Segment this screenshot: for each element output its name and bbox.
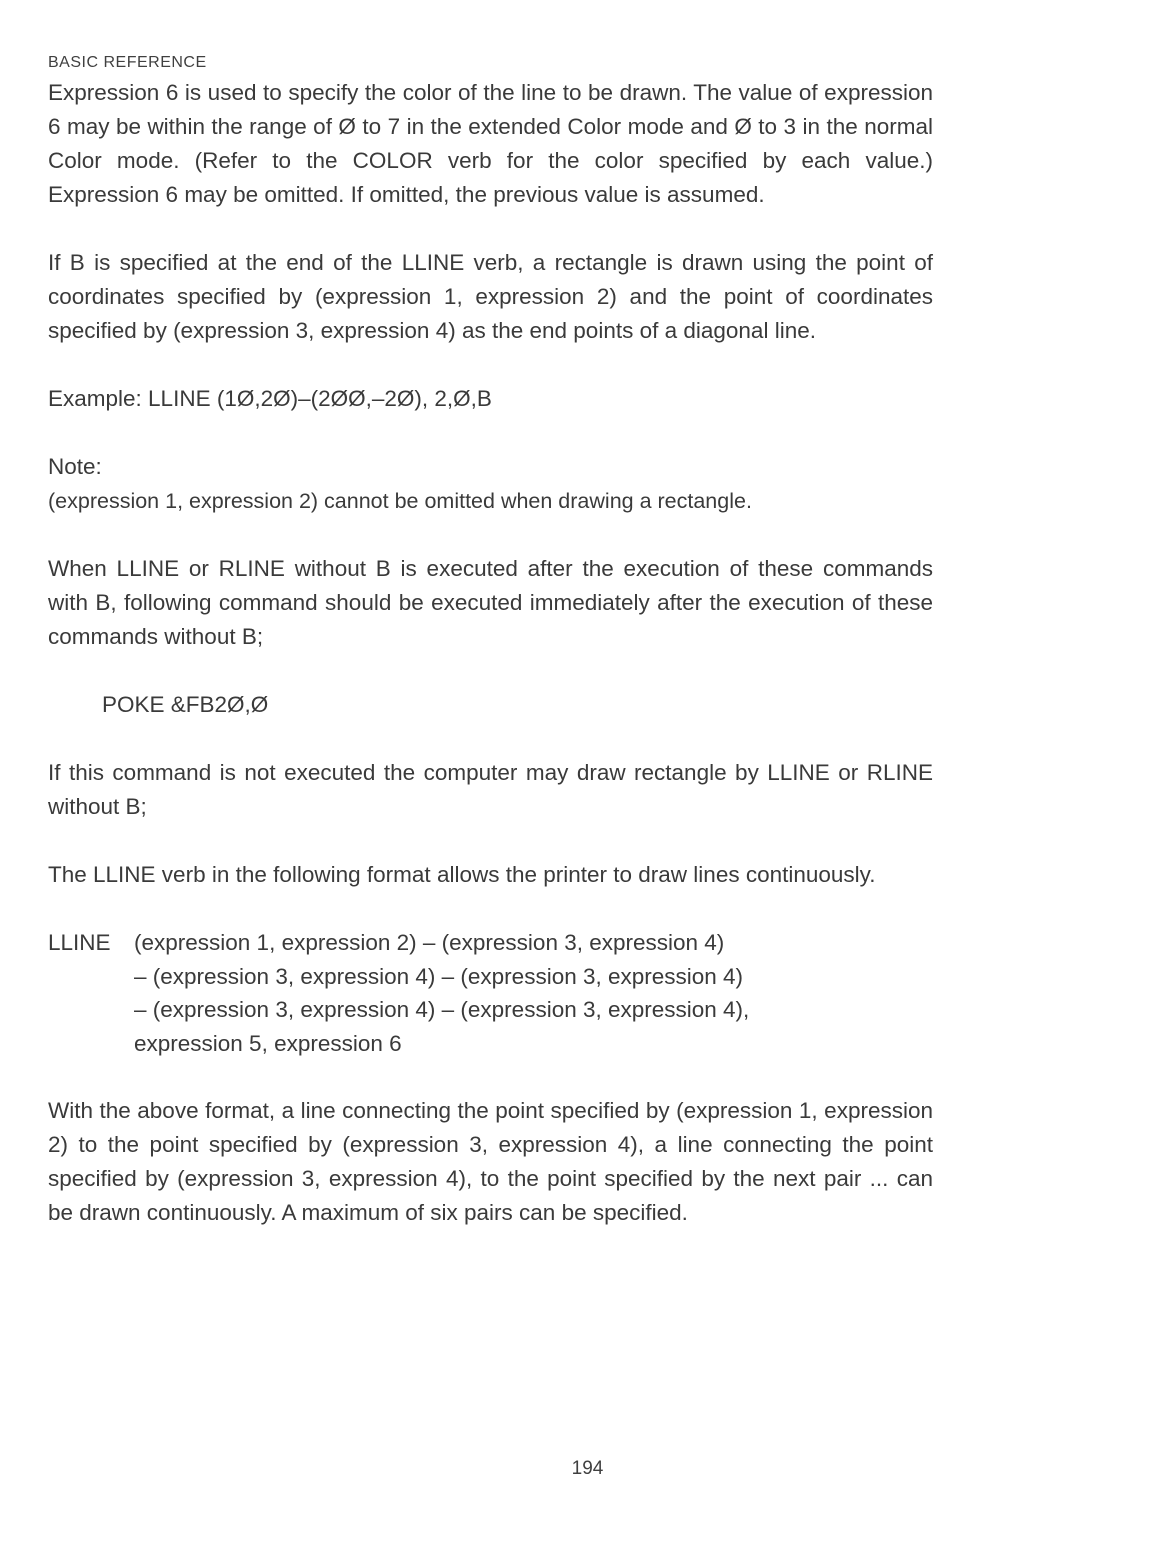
document-page bbox=[48, 54, 933, 1494]
syntax-block bbox=[48, 926, 933, 1060]
page-number: 194 bbox=[571, 1458, 604, 1479]
syntax-line-3: – (expression 3, expression 4) – (expression 3, expression 4), bbox=[134, 997, 750, 1022]
note-label: Note: bbox=[48, 454, 102, 479]
example-line: Example: LLINE (1Ø,2Ø)–(2ØØ,–2Ø), 2,Ø,B bbox=[48, 386, 492, 411]
paragraph-b-rectangle: If B is specified at the end of the LLINE verb, a rectangle is drawn using the point of coordinates specified by (expression 1, expression 2) and the point of coordinates specified by (expression 3, expression 4) as the end points of a diagonal line. bbox=[48, 250, 933, 343]
paragraph-lline-rline: When LLINE or RLINE without B is executed after the execution of these commands with B, following command should be executed immediately after the execution of these commands without B; bbox=[48, 556, 933, 649]
paragraph-above-format: With the above format, a line connecting the point specified by (expression 1, expression 2) to the point specified by (expression 3, expression 4), a line connecting the point specified by (expression 3, expression 4), to the point specified by the next pair ... can be drawn continuously. A maximum of six pairs can be specified. bbox=[48, 1098, 933, 1225]
running-header: BASIC REFERENCE bbox=[48, 54, 207, 71]
syntax-line-2: – (expression 3, expression 4) – (expression 3, expression 4) bbox=[134, 963, 744, 989]
note-text: (expression 1, expression 2) cannot be omitted when drawing a rectangle. bbox=[48, 489, 752, 513]
syntax-line-1: (expression 1, expression 2) – (expression 3, expression 4) bbox=[134, 930, 725, 955]
syntax-keyword: LLINE bbox=[48, 930, 111, 955]
paragraph-not-executed: If this command is not executed the computer may draw rectangle by LLINE or RLINE without B; bbox=[48, 760, 933, 819]
paragraph-expression-6: Expression 6 is used to specify the color of the line to be drawn. The value of expression 6 may be within the range of Ø to 7 in the extended Color mode and Ø to 3 in the normal Color mode. (Refer to the COLOR verb for the color specified by each value.) Expression 6 may be omitted. If omitted, the previous value is assumed. bbox=[48, 80, 933, 207]
poke-command: POKE &FB2Ø,Ø bbox=[102, 692, 269, 717]
paragraph-continuous-format: The LLINE verb in the following format allows the printer to draw lines continuously. bbox=[48, 862, 876, 887]
syntax-line-4: expression 5, expression 6 bbox=[134, 1030, 402, 1056]
